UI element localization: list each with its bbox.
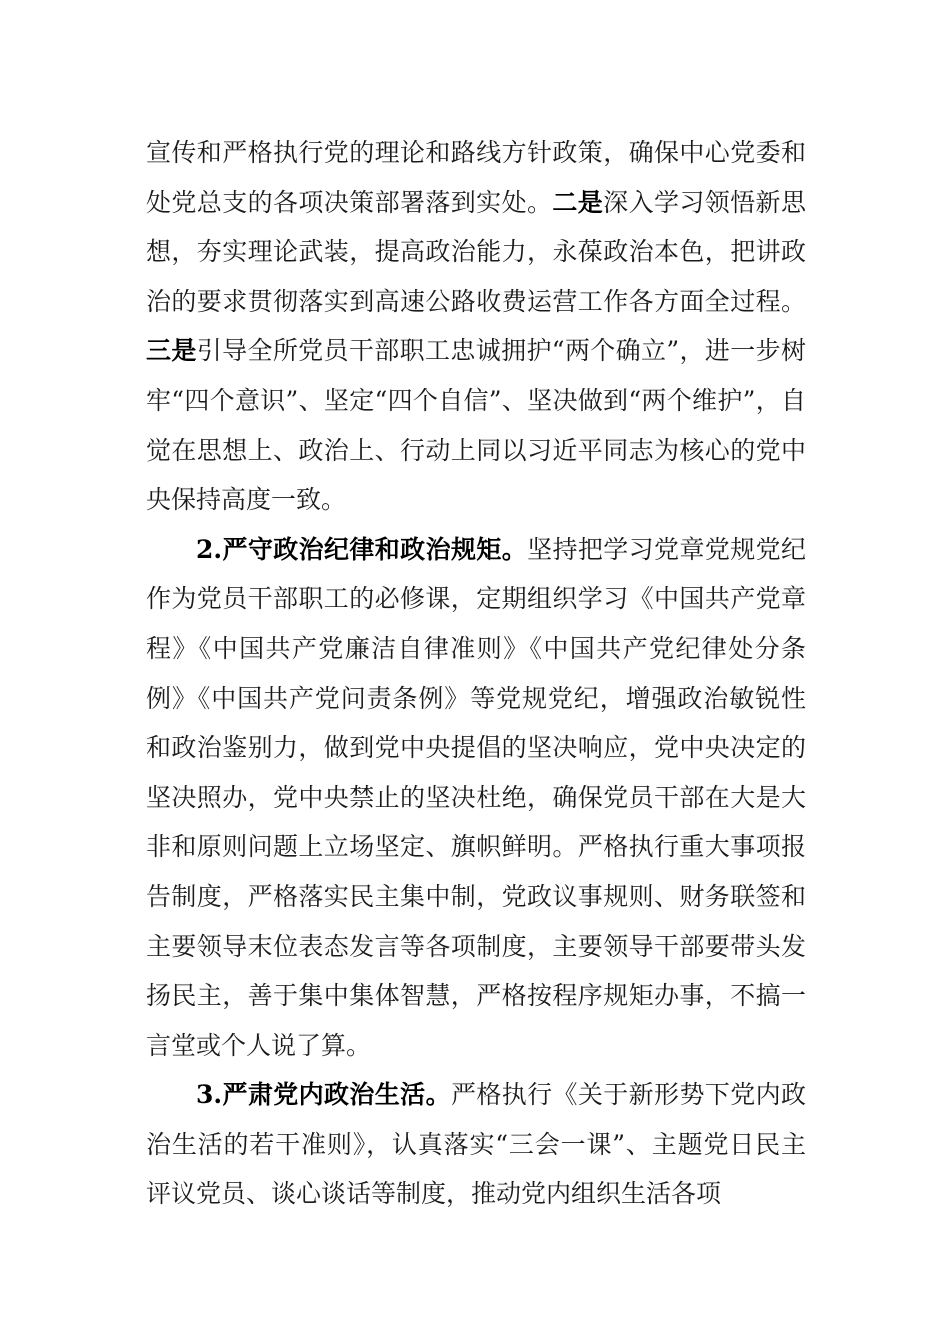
text-run: 严格执行《关于新形势下党内政治生活的若干准则》，认真落实“三会一课”、主题党日民主评议党员、谈心谈话等制度，推动党内组织生活各项	[146, 1080, 806, 1209]
section-heading: 2.严守政治纪律和政治规矩。	[196, 534, 528, 564]
paragraph-1	[146, 128, 806, 525]
bold-run: 二是	[552, 187, 604, 217]
section-heading: 3.严肃党内政治生活。	[196, 1080, 451, 1110]
paragraph-3	[146, 1070, 806, 1219]
text-run: 宣传和严格执行党的理论和路线方针政策，确保中心党委和处党总支的各项决策部署落到实处。	[146, 138, 806, 217]
document-body	[146, 128, 806, 1219]
text-run: 引导全所党员干部职工忠诚拥护“两个确立”，进一步树牢“四个意识”、坚定“四个自信”、坚决做到“两个维护”，自觉在思想上、政治上、行动上同以习近平同志为核心的党中央保持高度一致。	[146, 336, 806, 515]
paragraph-2	[146, 525, 806, 1071]
bold-run: 三是	[146, 336, 197, 366]
text-run: 深入学习领悟新思想，夯实理论武装，提高政治能力，永葆政治本色，把讲政治的要求贯彻落实到高速公路收费运营工作各方面全过程。	[146, 187, 806, 316]
text-run: 坚持把学习党章党规党纪作为党员干部职工的必修课，定期组织学习《中国共产党章程》《中国共产党廉洁自律准则》《中国共产党纪律处分条例》《中国共产党问责条例》等党规党纪，增强政治敏锐性和政治鉴别力，做到党中央提倡的坚决响应，党中央决定的坚决照办，党中央禁止的坚决杜绝，确保党员干部在大是大非和原则问题上立场坚定、旗帜鲜明。严格执行重大事项报告制度，严格落实民主集中制，党政议事规则、财务联签和主要领导末位表态发言等各项制度，主要领导干部要带头发扬民主，善于集中集体智慧，严格按程序规矩办事，不搞一言堂或个人说了算。	[146, 534, 806, 1060]
